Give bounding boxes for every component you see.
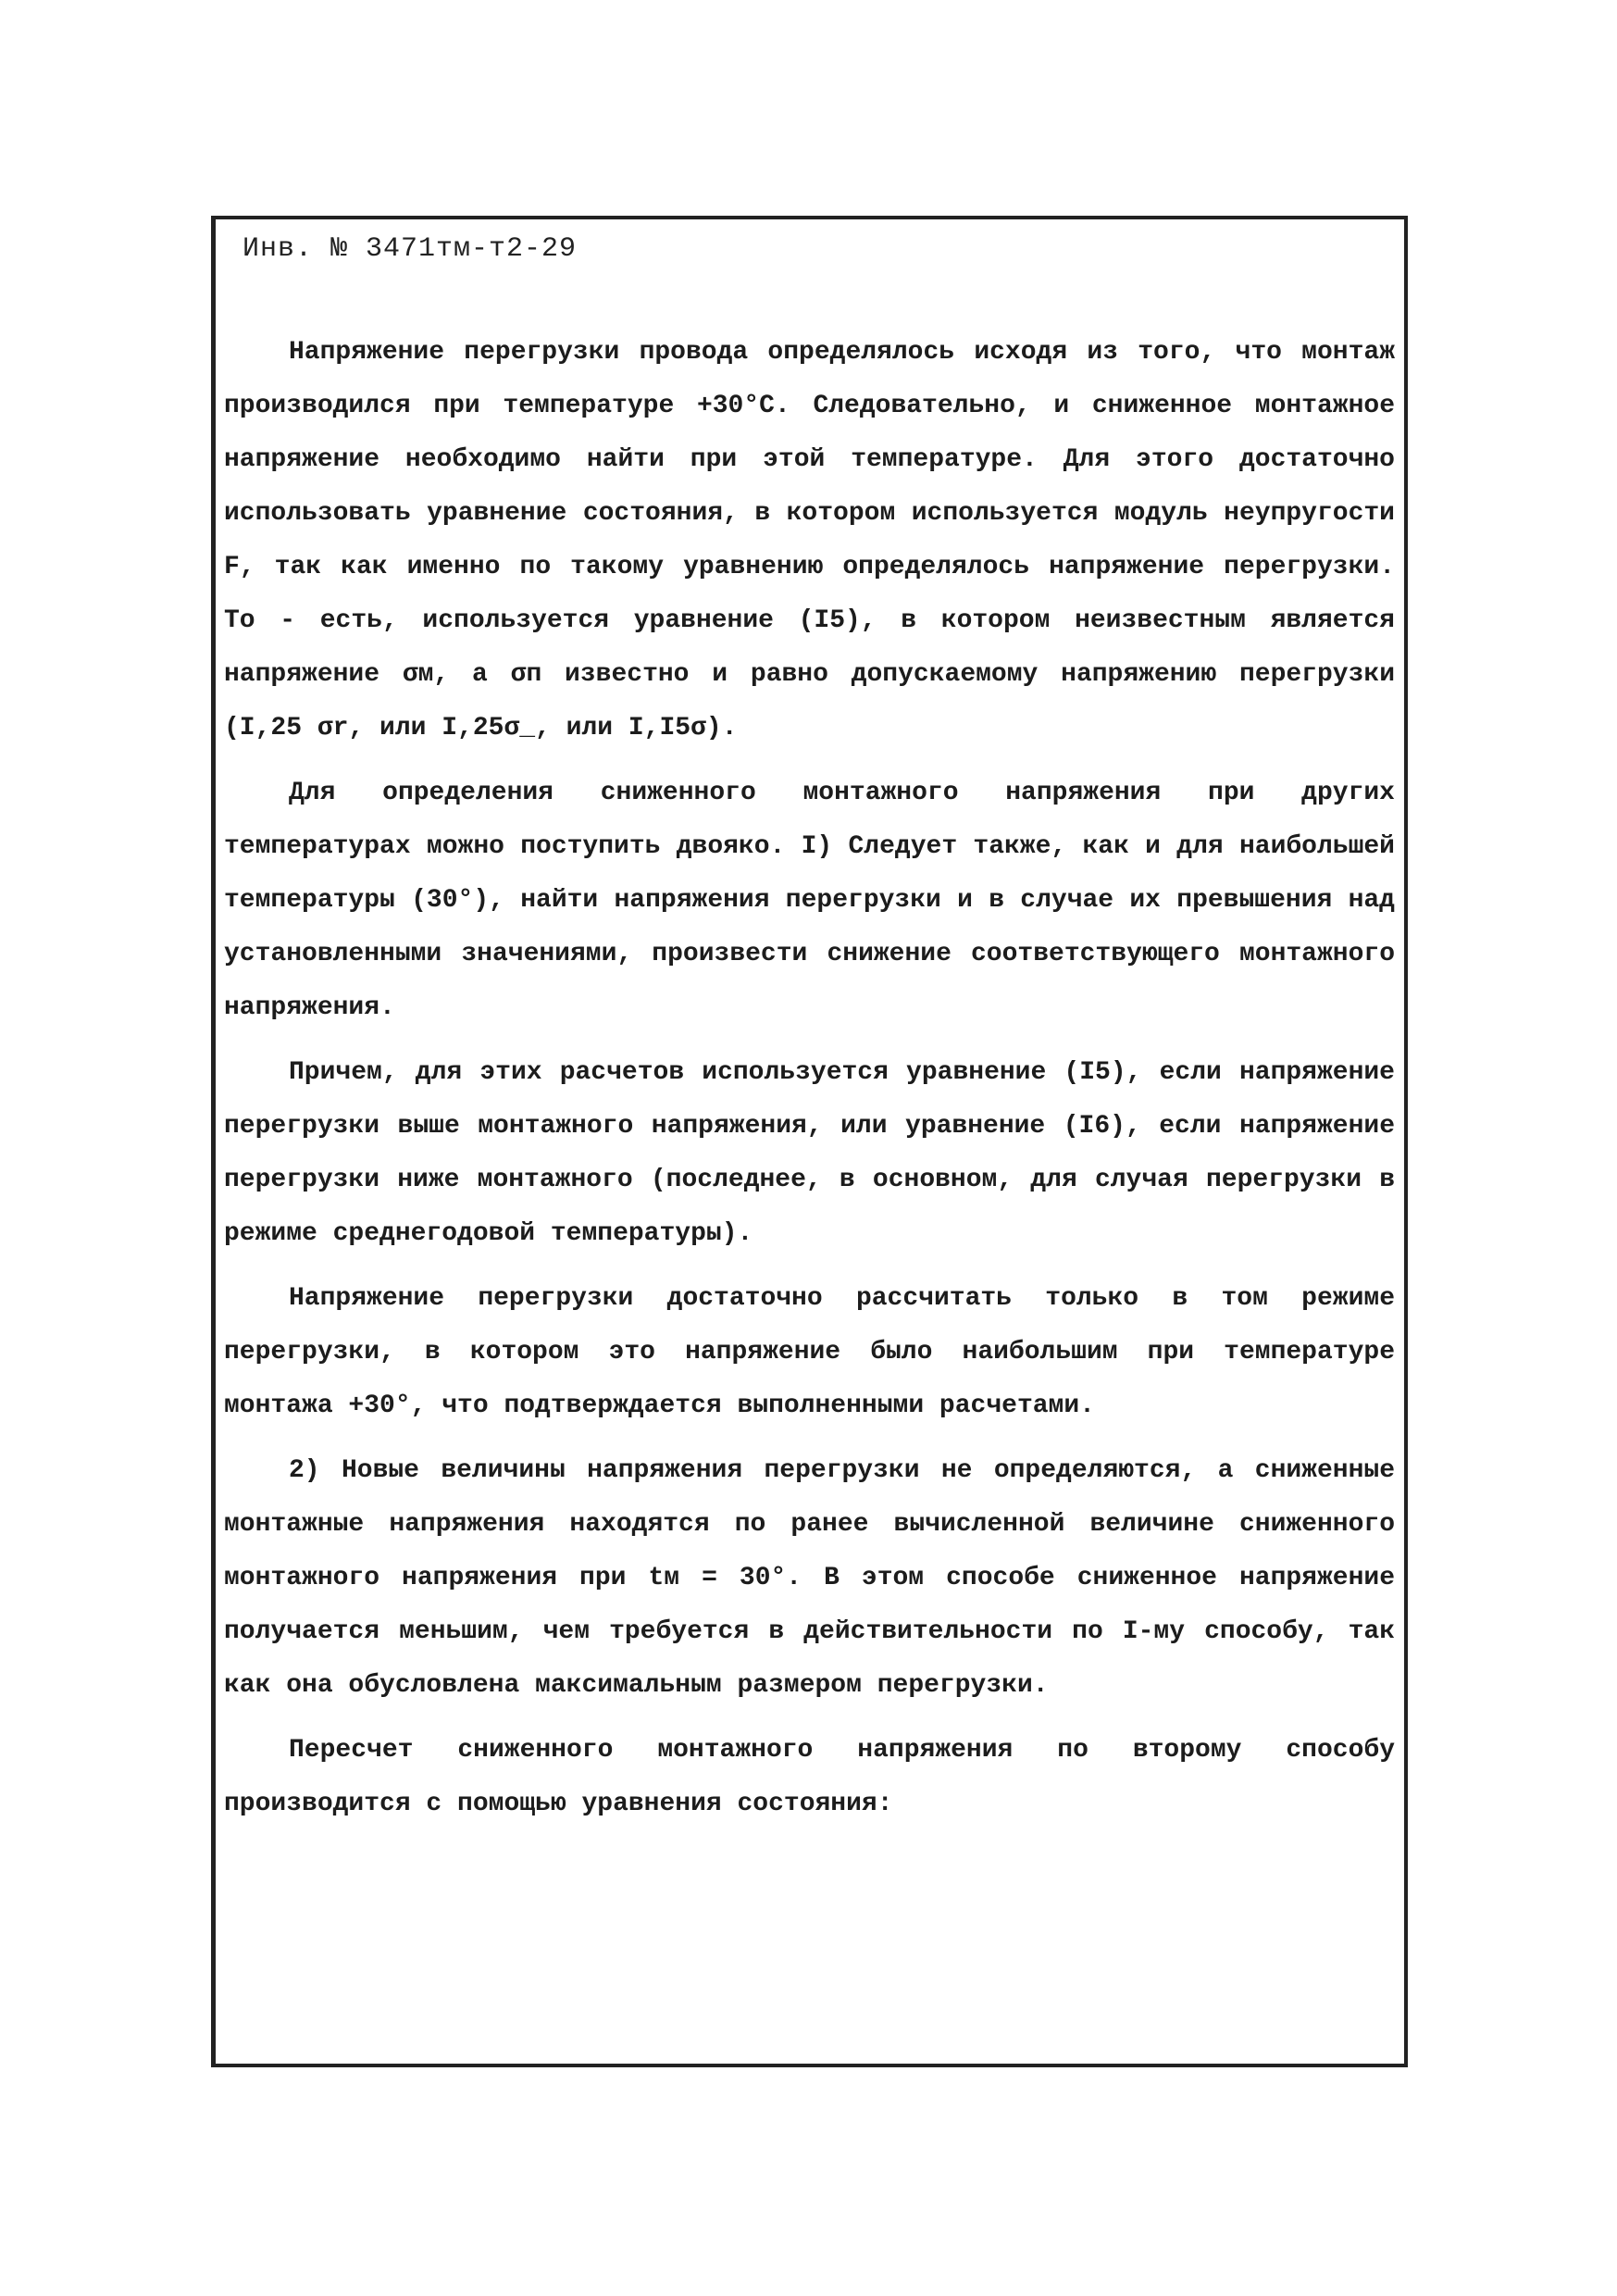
paragraph-6: Пересчет сниженного монтажного напряжения по второму способу производится с помощью уравнения состояния: [224,1736,1395,1818]
paragraph-3: Причем, для этих расчетов используется уравнение (I5), если напряжение перегрузки выше монтажного напряжения, или уравнение (I6), если напряжение перегрузки ниже монтажного (последнее, в основном, для случая перегрузки в режиме среднегодовой температуры). [224,1058,1395,1248]
inventory-number: Инв. № 3471тм-т2-29 [243,233,578,265]
paragraph-5: 2) Новые величины напряжения перегрузки не определяются, а сниженные монтажные напряжения находятся по ранее вычисленной величине сниженного монтажного напряжения при tм = 30°. В этом способе сниженное напряжение получается меньшим, чем требуется в действительности по I-му способу, так как она обусловлена максимальным размером перегрузки. [224,1456,1395,1700]
document-body [224,326,1395,1831]
paragraph-1: Напряжение перегрузки провода определялось исходя из того, что монтаж производился при температуре +30°С. Следовательно, и сниженное монтажное напряжение необходимо найти при этой температуре. Для этого достаточно использовать уравнение состояния, в котором используется модуль неупругости F, так как именно по такому уравнению определялось напряжение перегрузки. То - есть, используется уравнение (I5), в котором неизвестным является напряжение σм, а σп известно и равно допускаемому напряжению перегрузки (I,25 σr, или I,25σ_, или I,I5σ). [224,338,1395,742]
paragraph-4: Напряжение перегрузки достаточно рассчитать только в том режиме перегрузки, в котором это напряжение было наибольшим при температуре монтажа +30°, что подтверждается выполненными расчетами. [224,1284,1395,1420]
paragraph-2: Для определения сниженного монтажного напряжения при других температурах можно поступить двояко. I) Следует также, как и для наибольшей температуры (30°), найти напряжения перегрузки и в случае их превышения над установленными значениями, произвести снижение соответствующего монтажного напряжения. [224,779,1395,1022]
